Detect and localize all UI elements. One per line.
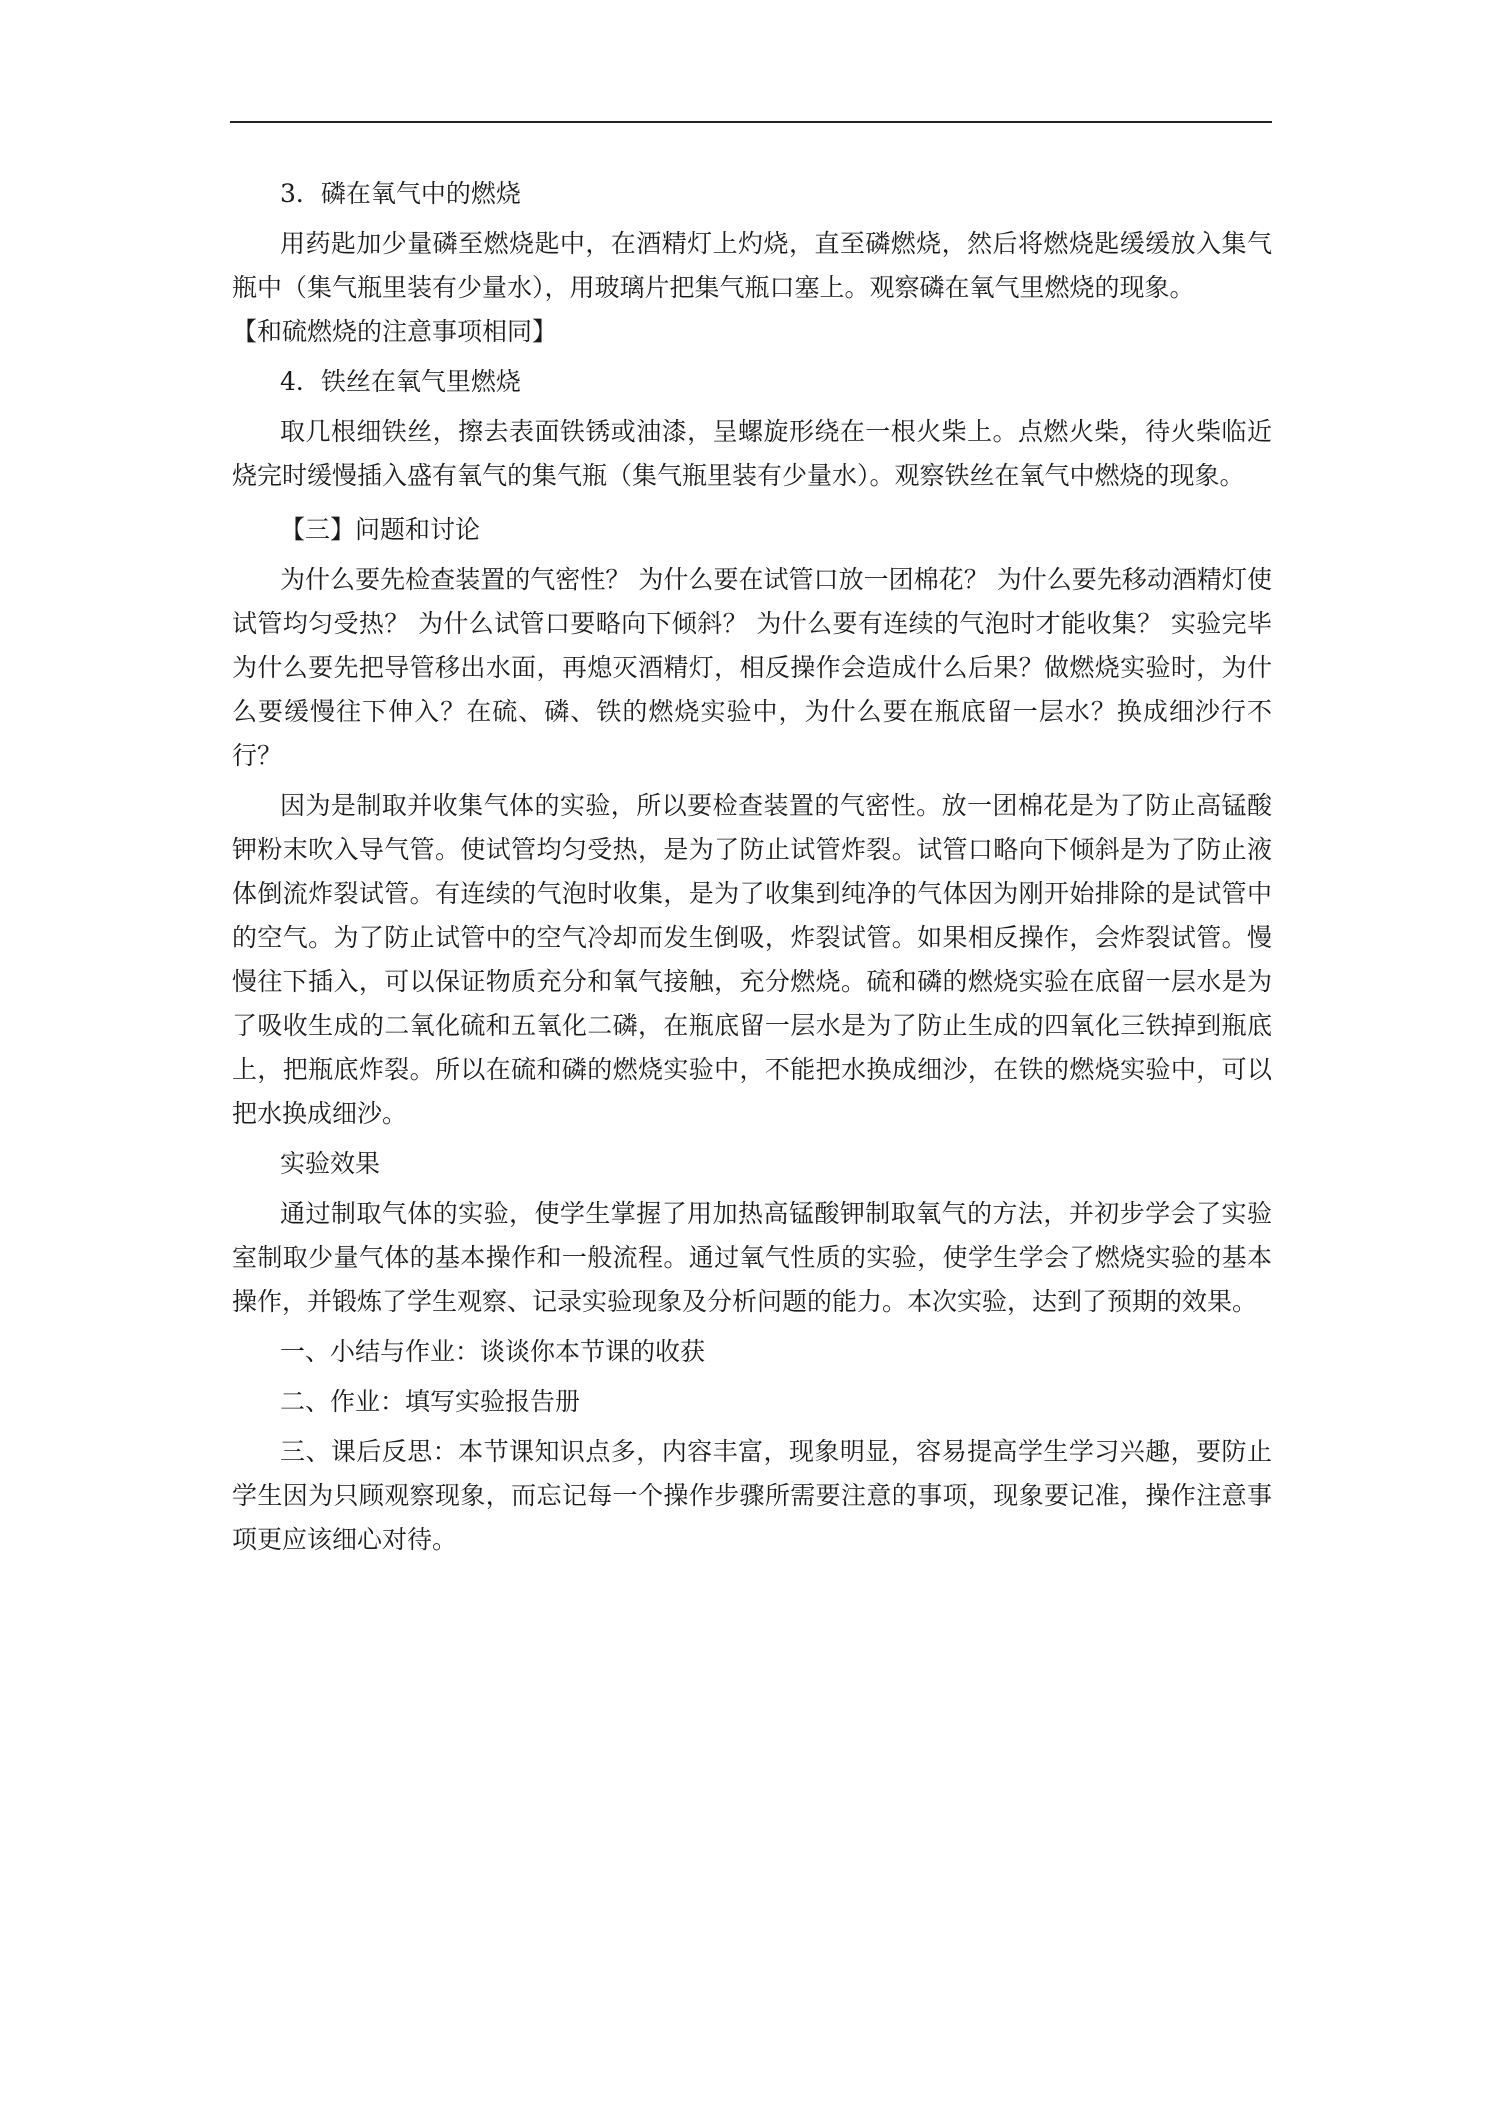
paragraph-discussion-questions: 为什么要先检查装置的气密性？ 为什么要在试管口放一团棉花？ 为什么要先移动酒精灯使试管均匀受热？ 为什么试管口要略向下倾斜？ 为什么要有连续的气泡时才能收集？ 实验完毕为什么要先把导管移出水面，再熄灭酒精灯，相反操作会造成什么后果？做燃烧实验时，为什么要缓慢往下伸入？在硫、磷、铁的燃烧实验中，为什么要在瓶底留一层水？换成细沙行不行？ xyxy=(232,565,1272,770)
paragraph-effect: 通过制取气体的实验，使学生掌握了用加热高锰酸钾制取氧气的方法，并初步学会了实验室制取少量气体的基本操作和一般流程。通过氧气性质的实验，使学生学会了燃烧实验的基本操作，并锻炼了学生观察、记录实验现象及分析问题的能力。本次实验，达到了预期的效果。 xyxy=(232,1199,1272,1316)
section-heading-discussion: 【三】问题和讨论 xyxy=(280,515,481,544)
header-rule xyxy=(230,121,1272,123)
paragraph-homework: 二、作业：填写实验报告册 xyxy=(280,1387,581,1416)
document-body xyxy=(232,172,1272,1562)
paragraph-discussion-answers: 因为是制取并收集气体的实验，所以要检查装置的气密性。放一团棉花是为了防止高锰酸钾粉末吹入导气管。使试管均匀受热，是为了防止试管炸裂。试管口略向下倾斜是为了防止液体倒流炸裂试管。有连续的气泡时收集，是为了收集到纯净的气体因为刚开始排除的是试管中的空气。为了防止试管中的空气冷却而发生倒吸，炸裂试管。如果相反操作，会炸裂试管。慢慢往下插入，可以保证物质充分和氧气接触，充分燃烧。硫和磷的燃烧实验在底留一层水是为了吸收生成的二氧化硫和五氧化二磷，在瓶底留一层水是为了防止生成的四氧化三铁掉到瓶底上，把瓶底炸裂。所以在硫和磷的燃烧实验中，不能把水换成细沙，在铁的燃烧实验中，可以把水换成细沙。 xyxy=(232,791,1272,1128)
section-heading-iron: 4．铁丝在氧气里燃烧 xyxy=(280,367,521,396)
section-heading-phosphorus: 3．磷在氧气中的燃烧 xyxy=(280,179,521,208)
section-heading-effect: 实验效果 xyxy=(280,1149,381,1178)
paragraph-phosphorus-procedure: 用药匙加少量磷至燃烧匙中，在酒精灯上灼烧，直至磷燃烧，然后将燃烧匙缓缓放入集气瓶中（集气瓶里装有少量水），用玻璃片把集气瓶口塞上。观察磷在氧气里燃烧的现象。 xyxy=(232,229,1272,302)
paragraph-reflection: 三、课后反思：本节课知识点多，内容丰富，现象明显，容易提高学生学习兴趣，要防止学生因为只顾观察现象，而忘记每一个操作步骤所需要注意的事项，现象要记准，操作注意事项更应该细心对待。 xyxy=(232,1437,1272,1554)
paragraph-summary: 一、小结与作业：谈谈你本节课的收获 xyxy=(280,1337,706,1366)
paragraph-phosphorus-note: 【和硫燃烧的注意事项相同】 xyxy=(232,317,558,346)
paragraph-iron-procedure: 取几根细铁丝，擦去表面铁锈或油漆，呈螺旋形绕在一根火柴上。点燃火柴，待火柴临近烧完时缓慢插入盛有氧气的集气瓶（集气瓶里装有少量水）。观察铁丝在氧气中燃烧的现象。 xyxy=(232,417,1272,490)
